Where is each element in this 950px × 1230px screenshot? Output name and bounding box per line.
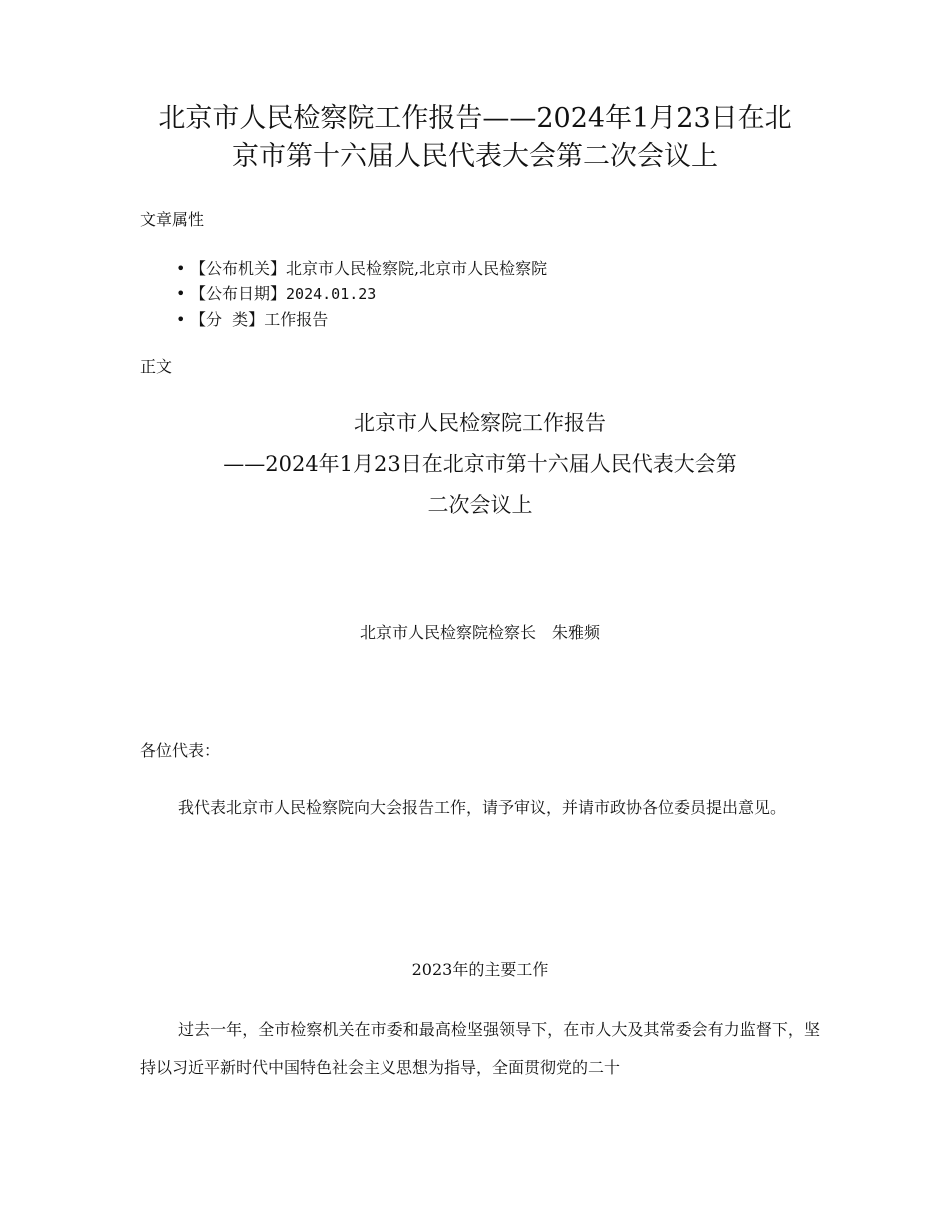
- property-value: 北京市人民检察院,北京市人民检察院: [286, 259, 548, 278]
- report-title-line-1: 北京市人民检察院工作报告: [354, 411, 606, 435]
- property-key: 【公布机关】: [190, 259, 287, 278]
- bullet-icon: •: [176, 259, 186, 278]
- property-item-publisher: [176, 256, 547, 281]
- report-title: [140, 403, 820, 526]
- properties-label: 文章属性: [140, 210, 205, 229]
- salutation: 各位代表：: [140, 741, 221, 760]
- section-heading: 2023年的主要工作: [411, 960, 549, 979]
- intro-paragraph: 我代表北京市人民检察院向大会报告工作，请予审议，并请市政协各位委员提出意见。: [178, 798, 787, 817]
- properties-list: [176, 256, 547, 332]
- report-title-line-2: ——2024年1月23日在北京市第十六届人民代表大会第: [223, 452, 737, 476]
- bullet-icon: •: [176, 284, 186, 303]
- property-value: 工作报告: [264, 310, 329, 329]
- property-item-date: [176, 281, 547, 307]
- property-item-category: [176, 307, 547, 332]
- body-label: 正文: [140, 357, 173, 376]
- document-title-line-1: 北京市人民检察院工作报告——2024年1月23日在北: [158, 103, 792, 134]
- document-title: [130, 100, 820, 176]
- author-line: 北京市人民检察院检察长 朱雅频: [359, 623, 600, 642]
- property-value: 2024.01.23: [286, 285, 377, 303]
- report-title-line-3: 二次会议上: [427, 493, 533, 517]
- document-title-line-2: 京市第十六届人民代表大会第二次会议上: [232, 141, 718, 172]
- property-key: 【分 类】: [190, 310, 265, 329]
- property-key: 【公布日期】: [190, 284, 287, 303]
- bullet-icon: •: [176, 310, 186, 329]
- section-paragraph: 过去一年，全市检察机关在市委和最高检坚强领导下，在市人大及其常委会有力监督下，坚持以习近平新时代中国特色社会主义思想为指导，全面贯彻党的二十: [140, 1020, 820, 1077]
